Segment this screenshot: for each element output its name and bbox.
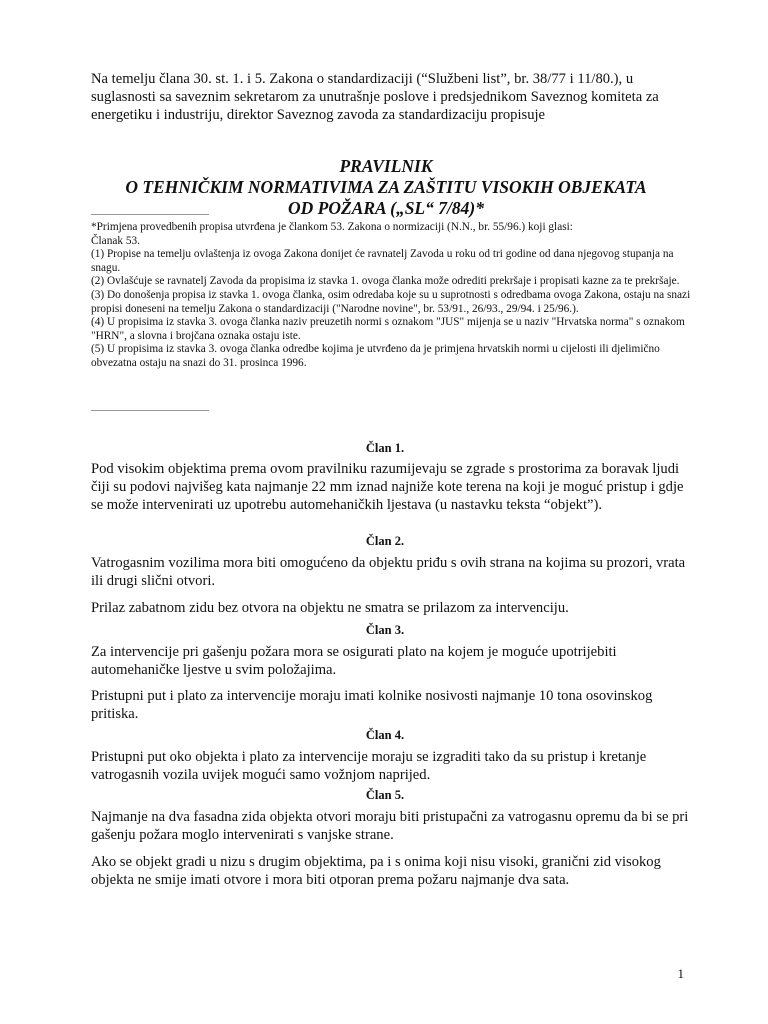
clan-2-paragraph-1: Vatrogasnim vozilima mora biti omogućeno da objektu priđu s ovih strana na kojima su prozori, vrata ili drugi slični otvori.: [91, 555, 686, 589]
footnote-line: *Primjena provedbenih propisa utvrđena je člankom 53. Zakona o normizaciji (N.N., br. 55/96.) koji glasi:: [91, 221, 573, 233]
clan-5-paragraph-2: Ako se objekt gradi u nizu s drugim objektima, pa i s onima koji nisu visoki, granični zid visokog objekta ne smije imati otvore i mora biti otporan prema požaru najmanje dva sata.: [91, 854, 661, 888]
clan-1-paragraph: Pod visokim objektima prema ovom pravilniku razumijevaju se zgrade s prostorima za boravak ljudi čiji su podovi najvišeg kata najmanje 22 mm iznad najniže kote terena na koji je moguć pristup i gdje se može intervenirati uz upotrebu automehaničkih ljestava (u nastavku teksta “objekt”).: [91, 461, 684, 513]
clan-3-heading: Član 3.: [365, 623, 405, 637]
footnote-line: (5) U propisima iz stavka 3. ovoga članka odredbe kojima je utvrđeno da je primjena hrvatskih normi u cijelosti ili djelimično obvezatna ostaju na snazi do 31. prosinca 1996.: [91, 343, 660, 369]
clan-2-heading: Član 2.: [365, 534, 405, 548]
clan-5-paragraph-1: Najmanje na dva fasadna zida objekta otvori moraju biti pristupačni za vatrogasnu opremu da bi se pri gašenju požara moglo intervenirati s vanjske strane.: [91, 809, 689, 843]
clan-3-paragraph-1: Za intervencije pri gašenju požara mora se osigurati plato na kojem je moguće upotrijebiti automehaničke ljestve u svim položajima.: [91, 644, 617, 678]
footnote-line: (2) Ovlašćuje se ravnatelj Zavoda da propisima iz stavka 1. ovoga članka može odrediti prekršaje i propisati kazne za te prekršaje.: [91, 275, 680, 288]
footnote-separator-top: [91, 214, 209, 215]
clan-4-paragraph: Pristupni put oko objekta i plato za intervencije moraju se izgraditi tako da su pristup i kretanje vatrogasnih vozila uvijek mogući samo vožnjom naprijed.: [91, 749, 647, 783]
clan-5-heading: Član 5.: [365, 788, 405, 802]
intro-paragraph: Na temelju člana 30. st. 1. i 5. Zakona o standardizaciji (“Službeni list”, br. 38/77 i 11/80.), u suglasnosti sa saveznim sekretarom za unutrašnje poslove i predsjednikom Saveznog komiteta za energetiku i industriju, direktor Saveznog zavoda za standardizaciju propisuje: [91, 71, 659, 123]
document-title: [80, 156, 692, 219]
footnote-line: (4) U propisima iz stavka 3. ovoga članka naziv preuzetih normi s oznakom "JUS" mijenja se u naziv "Hrvatska norma" s oznakom "HRN", a slovna i brojčana oznaka ostaju iste.: [91, 316, 685, 342]
footnote-line: (1) Propise na temelju ovlaštenja iz ovoga Zakona donijet će ravnatelj Zavoda u roku od tri godine od dana njegovog stupanja na snagu.: [91, 248, 674, 274]
footnote-line: Članak 53.: [91, 234, 140, 247]
title-line-1: PRAVILNIK: [339, 156, 433, 176]
footnote-separator-bottom: [91, 410, 209, 411]
clan-4-heading: Član 4.: [365, 728, 405, 742]
page-number: 1: [677, 966, 684, 981]
clan-2-paragraph-2: Prilaz zabatnom zidu bez otvora na objektu ne smatra se prilazom za intervenciju.: [91, 600, 569, 616]
title-line-3: OD POŽARA („SL“ 7/84)*: [288, 198, 484, 218]
clan-3-paragraph-2: Pristupni put i plato za intervencije moraju imati kolnike nosivosti najmanje 10 tona osovinskog pritiska.: [91, 688, 653, 722]
clan-1-heading: Član 1.: [365, 441, 405, 455]
footnote-line: (3) Do donošenja propisa iz stavka 1. ovoga članka, osim odredaba koje su u suprotnosti s odredbama ovoga Zakona, ostaju na snazi propisi doneseni na temelju Zakona o standardizaciji ("Narodne novine", br. 53/91., 26/93., 29/94. i 25/96.).: [91, 288, 691, 315]
title-line-2: O TEHNIČKIM NORMATIVIMA ZA ZAŠTITU VISOKIH OBJEKATA: [125, 177, 647, 197]
footnote: [91, 221, 691, 371]
